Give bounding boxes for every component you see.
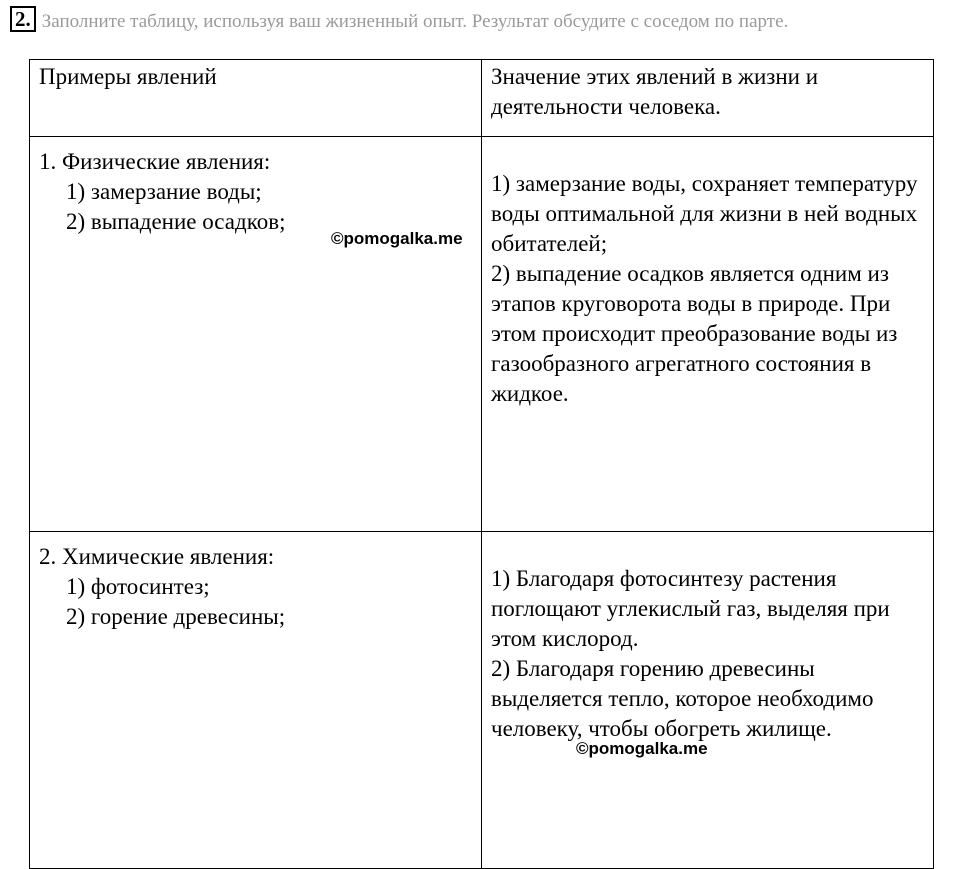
- watermark: ©pomogalka.me: [576, 739, 708, 758]
- significance-text: 1) Благодаря фотосинтезу растения поглощают углекислый газ, выделяя при этом кислород. 2) Благодаря горению древесины выделяется тепло, которое необходимо человеку, чтобы обогреть жилище.: [491, 566, 890, 741]
- example-item: 1) фотосинтез;: [66, 574, 210, 599]
- significance-text: 1) замерзание воды, сохраняет температуру воды оптимальной для жизни в ней водных обитателей; 2) выпадение осадков является одним из этапов круговорота воды в природе. При этом происходит преобразование воды из газообразного агрегатного состояния в жидкое.: [491, 171, 918, 406]
- example-item: 2) выпадение осадков;: [66, 209, 286, 234]
- watermark: ©pomogalka.me: [331, 229, 463, 248]
- phenomena-table: [29, 59, 934, 869]
- significance-cell: [482, 532, 934, 869]
- category-label: 1. Физические явления:: [39, 149, 271, 174]
- examples-cell: [30, 532, 482, 869]
- category-label: 2. Химические явления:: [39, 544, 275, 569]
- table-header-row: [30, 60, 934, 137]
- example-item: 2) горение древесины;: [66, 604, 286, 629]
- significance-cell: [482, 137, 934, 532]
- examples-cell: [30, 137, 482, 532]
- header-significance: Значение этих явлений в жизни и деятельности человека.: [482, 60, 934, 137]
- table-row: [30, 532, 934, 869]
- header-examples: Примеры явлений: [30, 60, 482, 137]
- task-header: [10, 6, 950, 34]
- table-row: [30, 137, 934, 532]
- task-number: 2.: [10, 6, 36, 32]
- task-instruction: Заполните таблицу, используя ваш жизненный опыт. Результат обсудите с соседом по парте.: [41, 11, 789, 32]
- example-item: 1) замерзание воды;: [66, 179, 262, 204]
